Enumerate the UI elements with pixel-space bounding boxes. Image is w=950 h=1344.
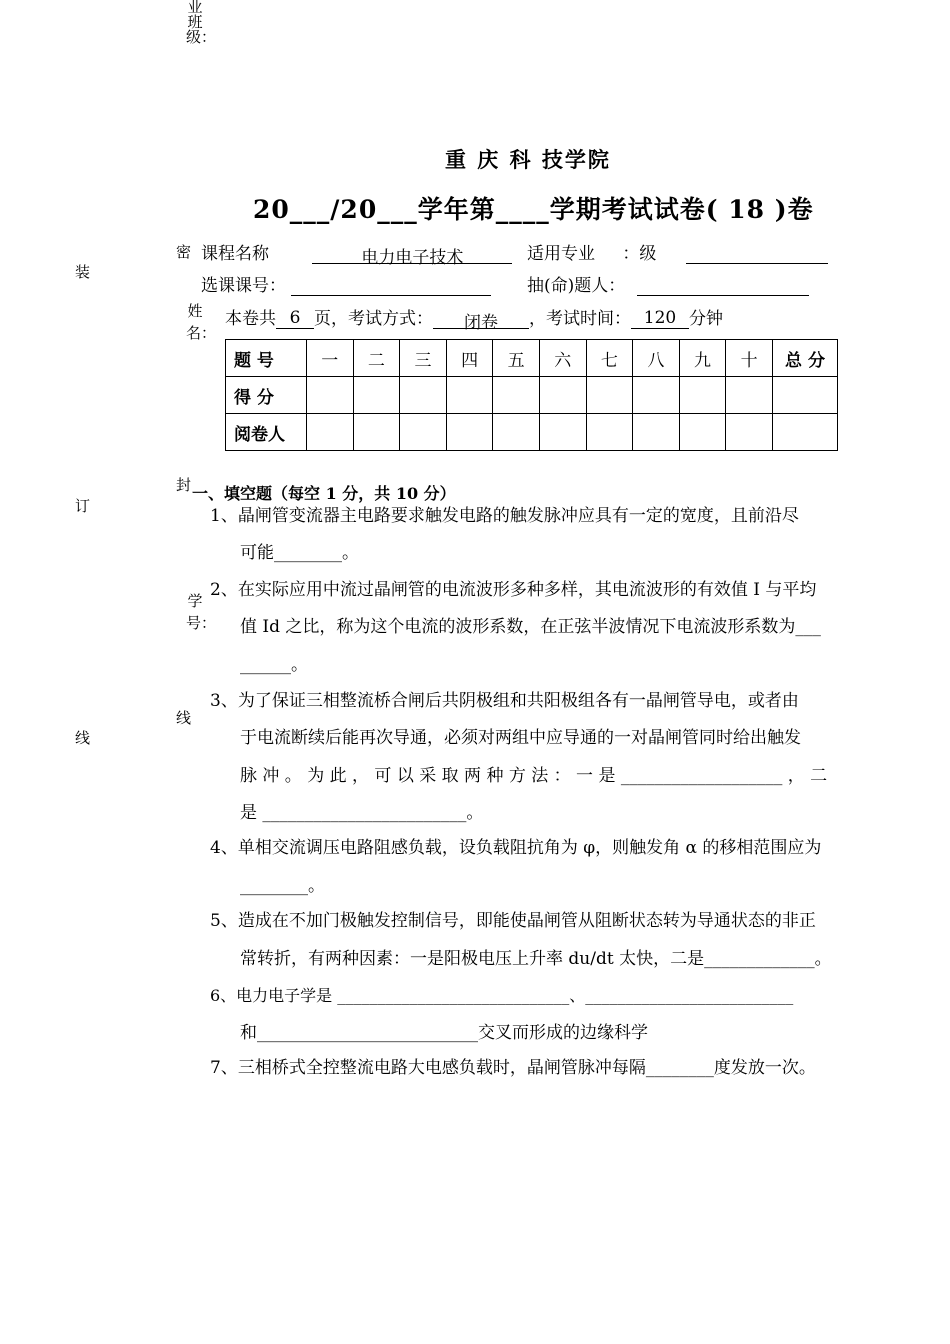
course-no-label: 选课课号： [201,276,286,296]
margin-mi: 密 [176,243,192,261]
score-total-cell[interactable] [773,377,838,414]
grader-row-label: 阅卷人 [226,414,307,451]
col-7: 七 [586,340,633,377]
margin-zhuang: 装 [75,263,91,281]
course-value: 电力电子技术 [312,243,512,264]
grader-cell[interactable] [493,414,540,451]
pages-suffix: 页，考试方式： [314,309,433,329]
q3-line3: 脉 冲 。 为 此 ， 可 以 采 取 两 种 方 法 ： 一 是 ___________________ ， 二 [240,766,828,786]
score-cell[interactable] [307,377,354,414]
time-suffix: 分钟 [689,309,723,329]
q2-line2: 值 Id 之比，称为这个电流的波形系数，在正弦半波情况下电流波形系数为___ [240,617,821,637]
grade-value [686,243,828,264]
score-row [226,377,838,414]
grader-row [226,414,838,451]
score-table [225,339,838,451]
score-cell[interactable] [679,377,726,414]
setter-label: 抽(命)题人： [527,276,626,296]
col-5: 五 [493,340,540,377]
q4-line1: 4、单相交流调压电路阻感负载，设负载阻抗角为 φ，则触发角 α 的移相范围应为 [210,838,822,858]
margin-ding: 订 [75,497,91,515]
margin-major-class-label: 业班级： [186,0,217,46]
q2-line3: ______。 [240,655,308,675]
col-9: 九 [679,340,726,377]
score-cell[interactable] [446,377,493,414]
grader-cell[interactable] [539,414,586,451]
q5-line1: 5、造成在不加门极触发控制信号，即能使晶闸管从阻断状态转为导通状态的非正 [210,911,816,931]
grader-total-cell[interactable] [773,414,838,451]
score-cell[interactable] [400,377,447,414]
score-cell[interactable] [586,377,633,414]
q5-line2: 常转折，有两种因素：一是阳极电压上升率 du/dt 太快，二是_____________。 [240,949,832,969]
q3-line4: 是 ________________________。 [240,803,484,823]
q3-line1: 3、为了保证三相整流桥合闸后共阴极组和共阳极组各有一晶闸管导电，或者由 [210,691,799,711]
course-line [201,239,512,268]
exam-mode-value: 闭卷 [433,308,529,329]
col-3: 三 [400,340,447,377]
exam-meta-line [225,304,723,333]
col-1: 一 [307,340,354,377]
col-4: 四 [446,340,493,377]
course-label: 课程名称 [201,244,269,264]
q3-line2: 于电流断续后能再次导通，必须对两组中应导通的一对晶闸管同时给出触发 [240,728,801,748]
section1-title: 一、填空题（每空 1 分，共 10 分） [192,484,456,503]
score-table-header-row [226,340,838,377]
q7-line1: 7、三相桥式全控整流电路大电感负载时，晶闸管脉冲每隔________度发放一次。 [210,1058,816,1078]
course-no-line [201,271,491,296]
grader-cell[interactable] [307,414,354,451]
pages-prefix: 本卷共 [225,309,276,329]
grade-label: ：级 [622,244,657,264]
score-cell[interactable] [353,377,400,414]
q4-line2: ________。 [240,876,325,896]
q6-line1: 6、电力电子学是 _____________________________、__________________________ [210,986,794,1005]
col-6: 六 [539,340,586,377]
q1-line2: 可能________。 [240,543,359,563]
grader-cell[interactable] [679,414,726,451]
setter-value [637,275,809,296]
setter-line [527,271,809,296]
margin-xian: 线 [75,729,91,747]
grader-cell[interactable] [586,414,633,451]
col-total: 总 分 [773,340,838,377]
col-10: 十 [726,340,773,377]
grader-cell[interactable] [633,414,680,451]
margin-xian-inner: 线 [176,709,192,727]
margin-name-label: 姓名： [186,302,217,342]
score-cell[interactable] [633,377,680,414]
time-prefix: ，考试时间： [529,309,631,329]
q6-line2: 和__________________________交叉而形成的边缘科学 [240,1023,648,1043]
margin-feng: 封 [176,476,192,494]
score-row-label: 得 分 [226,377,307,414]
q1-line1: 1、晶闸管变流器主电路要求触发电路的触发脉冲应具有一定的宽度，且前沿尽 [210,506,799,526]
col-2: 二 [353,340,400,377]
major-label: 适用专业 [527,244,595,264]
course-no-value [291,275,491,296]
score-cell[interactable] [726,377,773,414]
pages-value: 6 [276,308,314,329]
score-cell[interactable] [539,377,586,414]
header-label: 题 号 [226,340,307,377]
score-cell[interactable] [493,377,540,414]
col-8: 八 [633,340,680,377]
major-line [527,239,828,264]
grader-cell[interactable] [726,414,773,451]
grader-cell[interactable] [446,414,493,451]
grader-cell[interactable] [400,414,447,451]
grader-cell[interactable] [353,414,400,451]
q2-line1: 2、在实际应用中流过晶闸管的电流波形多种多样，其电流波形的有效值 I 与平均 [210,580,817,600]
exam-title: 20___/20___学年第____学期考试试卷( 18 )卷 [253,195,814,224]
school-name: 重 庆 科 技学院 [445,147,611,172]
time-value: 120 [631,308,689,329]
margin-student-id-label: 学号： [186,592,217,632]
